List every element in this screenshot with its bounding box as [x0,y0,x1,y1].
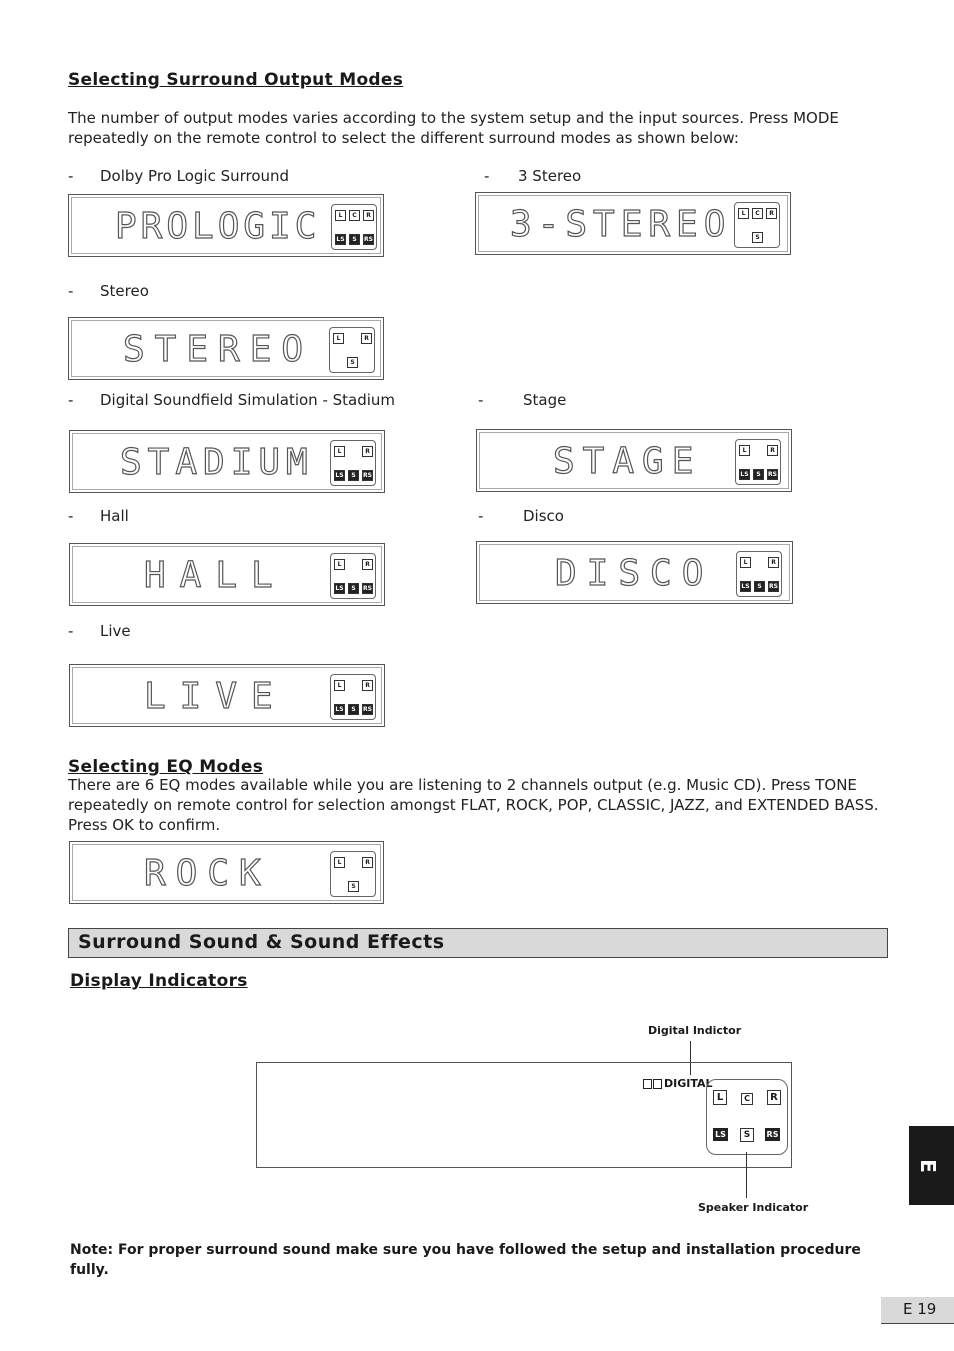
lcd-display-stage [476,429,792,492]
mode-label: Hall [100,507,129,525]
speaker-left-surround: LS [713,1128,728,1141]
dolby-icon [643,1079,652,1089]
speaker-icon: L R LS S RS [330,440,376,486]
lcd-display-stadium [69,430,385,493]
bullet-dash: - [68,167,74,185]
lcd-text: STAGE [553,441,702,482]
bullet-dash: - [484,167,490,185]
eq-modes-heading: Selecting EQ Modes [68,757,264,777]
page-number: E 19 [903,1300,937,1318]
surround-modes-intro: The number of output modes varies according to the system setup and the input sources. Press MODE repeatedly on the remote control to select the different surround modes as shown below: [68,109,839,147]
speaker-indicator-box [706,1079,788,1155]
speaker-icon: L R LS S RS [735,439,781,485]
language-tab-label: E [915,1159,940,1173]
lcd-text: ROCK [144,853,271,894]
mode-item-stadium [68,391,448,411]
bullet-dash: - [68,507,74,525]
bullet-dash: - [68,622,74,640]
callout-line [746,1152,747,1198]
speaker-icon: L R S [330,851,376,897]
digital-text: DIGITAL [664,1077,713,1090]
dolby-icon-2 [653,1079,662,1089]
section-title: Surround Sound & Sound Effects [78,931,445,953]
display-indicators-heading: Display Indicators [70,971,248,991]
lcd-display-prologic [68,194,384,257]
speaker-icon: L C R LS S RS [331,204,377,250]
speaker-icon: L R LS S RS [330,674,376,720]
speaker-center: C [741,1093,753,1105]
speaker-icon: L R S [329,327,375,373]
speaker-right: R [767,1090,781,1105]
lcd-text: 3-STEREO [510,204,732,245]
bullet-dash: - [478,391,484,409]
lcd-text: PROLOGIC [115,206,321,247]
page-number-box [881,1297,954,1324]
speaker-icon: L R LS S RS [736,551,782,597]
speaker-icon: L C R S [734,202,780,248]
lcd-text: LIVE [144,676,287,717]
mode-label: Disco [523,507,564,525]
lcd-text: STADIUM [120,442,314,483]
mode-item-3stereo [484,167,784,187]
mode-label: Live [100,622,131,640]
lcd-text: DISCO [555,553,714,594]
lcd-display-stereo [68,317,384,380]
speaker-icon: L R LS S RS [330,553,376,599]
mode-label: Stereo [100,282,149,300]
mode-label: Stage [523,391,567,409]
mode-label: Digital Soundfield Simulation - Stadium [100,391,396,409]
lcd-display-disco [476,541,793,604]
lcd-text: HALL [144,555,287,596]
speaker-left: L [713,1090,727,1105]
mode-item-hall [68,507,368,527]
lcd-display-rock [69,841,384,904]
mode-item-live [68,622,368,642]
lcd-text: STEREO [123,329,314,370]
speaker-right-surround: RS [766,1130,779,1139]
lcd-display-hall [69,543,385,606]
mode-item-stage [478,391,778,411]
lcd-display-live [69,664,385,727]
bullet-dash: - [68,391,74,409]
bullet-dash: - [68,282,74,300]
digital-badge [643,1077,713,1090]
setup-note: Note: For proper surround sound make sure you have followed the setup and installation procedure fully. [70,1242,861,1278]
eq-modes-text: There are 6 EQ modes available while you are listening to 2 channels output (e.g. Music CD). Press TONE repeatedly on remote control for selection amongst FLAT, ROCK, POP, CLASSIC, JAZZ, and EXTENDED BASS. Press OK to confirm. [68,776,879,834]
surround-modes-heading: Selecting Surround Output Modes [68,70,404,90]
digital-indicator-label: Digital Indictor [648,1024,742,1037]
mode-label: 3 Stereo [518,167,582,185]
speaker-indicator-label: Speaker Indicator [698,1201,809,1214]
section-title-band [68,928,888,958]
speaker-surround: S [740,1128,754,1142]
mode-item-disco [478,507,778,527]
mode-item-prologic [68,167,428,187]
mode-item-stereo [68,282,368,302]
bullet-dash: - [478,507,484,525]
mode-label: Dolby Pro Logic Surround [100,167,290,185]
display-panel [256,1062,792,1168]
lcd-display-3stereo [475,192,791,255]
language-tab [909,1126,954,1205]
